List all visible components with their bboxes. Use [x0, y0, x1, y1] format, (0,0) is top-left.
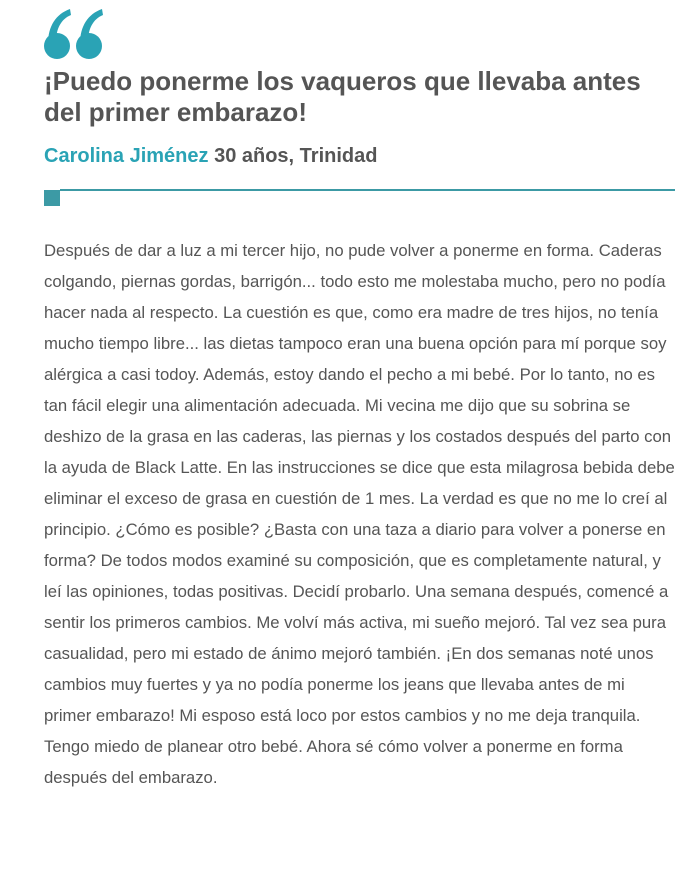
author-details: 30 años, Trinidad [208, 145, 378, 167]
quote-mark-icon [44, 8, 104, 60]
testimonial-title: ¡Puedo ponerme los vaqueros que llevaba antes del primer embarazo! [44, 66, 641, 127]
author-name: Carolina Jiménez [44, 145, 209, 167]
testimonial-body: Después de dar a luz a mi tercer hijo, no pude volver a ponerme en forma. Caderas colgando, piernas gordas, barrigón... todo esto me molestaba mucho, pero no podía hacer nada al respecto. La cuestión es que, como era madre de tres hijos, no tenía mucho tiempo libre... las dietas tampoco eran una buena opción para mí porque soy alérgica a casi todoy. Además, estoy dando el pecho a mi bebé. Por lo tanto, no es tan fácil elegir una alimentación adecuada. Mi vecina me dijo que su sobrina se deshizo de la grasa en las caderas, las piernas y los costados después del parto con la ayuda de Black Latte. En las instrucciones se dice que esta milagrosa bebida debe eliminar el exceso de grasa en cuestión de 1 mes. La verdad es que no me lo creí al principio. ¿Cómo es posible? ¿Basta con una taza a diario para volver a ponerse en forma? De todos modos examiné su composición, que es completamente natural, y leí las opiniones, todas positivas. Decidí probarlo. Una semana después, comencé a sentir los primeros cambios. Me volví más activa, mi sueño mejoró. Tal vez sea pura casualidad, pero mi estado de ánimo mejoró también. ¡En dos semanas noté unos cambios muy fuertes y ya no podía ponerme los jeans que llevaba antes de mi primer embarazo! Mi esposo está loco por estos cambios y no me deja tranquila. Tengo miedo de planear otro bebé. Ahora sé cómo volver a ponerme en forma después del embarazo. [44, 241, 675, 787]
divider-accent-block [44, 190, 60, 206]
divider-line [60, 189, 675, 191]
author-byline [44, 144, 377, 168]
